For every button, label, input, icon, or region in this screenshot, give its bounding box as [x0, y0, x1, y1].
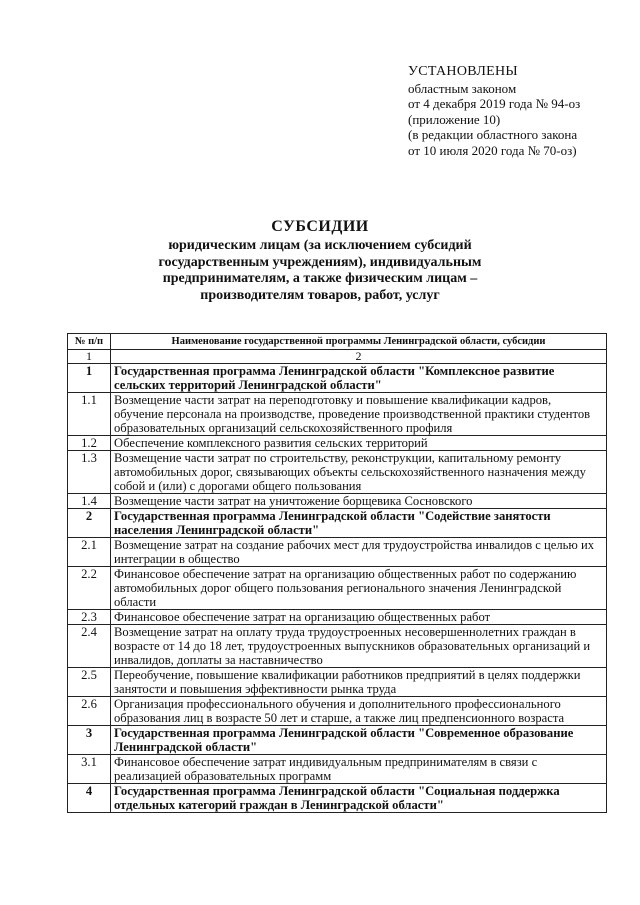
program-name: Государственная программа Ленинградской области "Современное образование Ленинградской области"	[111, 726, 607, 755]
subsidy-name: Финансовое обеспечение затрат на организацию общественных работ по содержанию автомобильных дорог общего пользования регионального значения Ленинградской области	[111, 567, 607, 610]
row-number: 3.1	[68, 755, 111, 784]
program-name: Государственная программа Ленинградской области "Комплексное развитие сельских территорий Ленинградской области"	[111, 364, 607, 393]
subtitle-line: государственным учреждениям), индивидуальным	[158, 254, 482, 270]
table-row	[68, 364, 607, 393]
subsidy-name: Финансовое обеспечение затрат индивидуальным предпринимателям в связи с реализацией образовательных программ	[111, 755, 607, 784]
column-index-row	[68, 350, 607, 364]
table-row	[68, 509, 607, 538]
table-row	[68, 436, 607, 451]
stamp-line: от 4 декабря 2019 года № 94-оз	[408, 96, 581, 111]
stamp-line: от 10 июля 2020 года № 70-оз)	[408, 142, 577, 158]
header-name: Наименование государственной программы Ленинградской области, субсидии	[111, 334, 607, 350]
subtitle-line: производителям товаров, работ, услуг	[200, 287, 440, 303]
row-number: 2.5	[68, 668, 111, 697]
subsidies-table	[67, 333, 607, 813]
table-header-row	[68, 334, 607, 350]
row-number: 3	[68, 726, 111, 755]
table-row	[68, 610, 607, 625]
subsidy-name: Возмещение затрат на оплату труда трудоустроенных несовершеннолетних граждан в возрасте от 14 до 18 лет, трудоустроенных выпускников образовательных организаций и инвалидов, доплаты за наставничество	[111, 625, 607, 668]
table-row	[68, 668, 607, 697]
document-title: СУБСИДИИ	[271, 218, 369, 235]
subsidy-name: Возмещение части затрат на уничтожение борщевика Сосновского	[111, 494, 607, 509]
subsidy-name: Обеспечение комплексного развития сельских территорий	[111, 436, 607, 451]
subsidy-name: Переобучение, повышение квалификации работников предприятий в целях поддержки занятости и повышения эффективности рынка труда	[111, 668, 607, 697]
table-row	[68, 784, 607, 813]
row-number: 1.1	[68, 393, 111, 436]
row-number: 1.2	[68, 436, 111, 451]
program-name: Государственная программа Ленинградской области "Содействие занятости населения Ленинградской области"	[111, 509, 607, 538]
stamp-heading: УСТАНОВЛЕНЫ	[408, 64, 518, 79]
column-index: 2	[111, 350, 607, 364]
row-number: 1	[68, 364, 111, 393]
program-name: Государственная программа Ленинградской области "Социальная поддержка отдельных категорий граждан в Ленинградской области"	[111, 784, 607, 813]
subsidy-name: Возмещение затрат на создание рабочих мест для трудоустройства инвалидов с целью их интеграции в общество	[111, 538, 607, 567]
row-number: 1.4	[68, 494, 111, 509]
table-row	[68, 567, 607, 610]
approval-stamp	[408, 64, 633, 158]
subsidy-name: Возмещение части затрат по строительству, реконструкции, капитальному ремонту автомобильных дорог, связывающих объекты сельскохозяйственного назначения между собой и (или) с дорогами общего пользования	[111, 451, 607, 494]
row-number: 2.1	[68, 538, 111, 567]
table-row	[68, 625, 607, 668]
header-num: № п/п	[68, 334, 111, 350]
stamp-line: (в редакции областного закона	[408, 127, 578, 142]
row-number: 2.2	[68, 567, 111, 610]
table-row	[68, 726, 607, 755]
subsidy-name: Возмещение части затрат на переподготовку и повышение квалификации кадров, обучение персонала на производстве, проведение производственной практики студентов образовательных организаций сельскохозяйственного профиля	[111, 393, 607, 436]
row-number: 2.4	[68, 625, 111, 668]
row-number: 2	[68, 509, 111, 538]
stamp-line: областным законом	[408, 80, 517, 96]
subsidy-name: Финансовое обеспечение затрат на организацию общественных работ	[111, 610, 607, 625]
subtitle-line: предпринимателям, а также физическим лицам –	[162, 271, 478, 286]
table-row	[68, 494, 607, 509]
row-number: 1.3	[68, 451, 111, 494]
column-index: 1	[68, 350, 111, 364]
document-subtitle	[70, 238, 570, 304]
stamp-line: (приложение 10)	[408, 111, 501, 127]
table-row	[68, 451, 607, 494]
row-number: 4	[68, 784, 111, 813]
subtitle-line: юридическим лицам (за исключением субсидий	[168, 238, 472, 253]
row-number: 2.3	[68, 610, 111, 625]
table-row	[68, 755, 607, 784]
table-row	[68, 697, 607, 726]
subsidy-name: Организация профессионального обучения и дополнительного профессионального образования лиц в возрасте 50 лет и старше, а также лиц предпенсионного возраста	[111, 697, 607, 726]
row-number: 2.6	[68, 697, 111, 726]
table-row	[68, 393, 607, 436]
table-row	[68, 538, 607, 567]
